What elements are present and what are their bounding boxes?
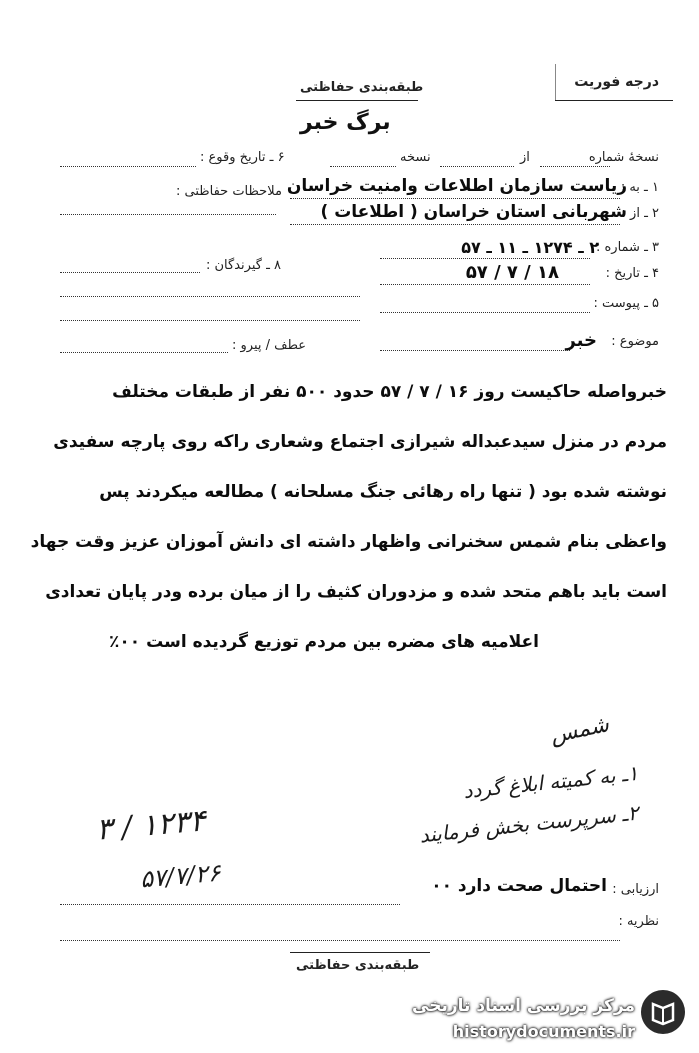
to-value: ریاست سازمان اطلاعات وامنیت خراسان — [286, 176, 627, 196]
opinion-dots — [60, 940, 620, 941]
of-dots — [440, 166, 514, 167]
body-line-1: خبرواصله حاکیست روز ۱۶ / ۷ / ۵۷ حدود ۵۰۰ نفر از طبقات مختلف — [112, 382, 667, 402]
copy-no-dots — [540, 166, 610, 167]
from-dots — [290, 224, 620, 225]
date-value: ۱۸ / ۷ / ۵۷ — [465, 262, 559, 283]
reference-dots — [60, 352, 228, 353]
classification-top-underline — [296, 100, 418, 101]
copy-no-label: نسخهٔ شماره — [588, 150, 659, 165]
subject-value: خبر — [565, 330, 597, 351]
attachment-dots-2 — [60, 320, 360, 321]
date-dots — [380, 284, 590, 285]
body-line-3: نوشته شده بود ( تنها راه رهائی جنگ مسلحانه ) مطالعه میکردند پس — [99, 482, 667, 502]
security-notes-dots — [60, 214, 276, 215]
footer-rule — [290, 952, 430, 953]
security-notes-label: ملاحظات حفاظتی : — [176, 184, 282, 199]
urgency-box-line — [555, 100, 673, 101]
watermark-site-name: مرکز بررسی اسناد تاریخی — [412, 996, 635, 1016]
occurrence-date-dots — [60, 166, 196, 167]
date-label: ۴ ـ تاریخ : — [605, 266, 659, 281]
body-line-2: مردم در منزل سیدعبداله شیرازی اجتماع وشعاری راکه روی پارچه سفیدی — [53, 432, 667, 452]
body-line-6: اعلامیه های مضره بین مردم توزیع گردیده است ۰۰٪ — [109, 632, 539, 652]
evaluation-value: احتمال صحت دارد ۰۰ — [431, 876, 607, 896]
of-label: از — [520, 150, 530, 165]
recipients-dots-2 — [60, 296, 360, 297]
urgency-box-left — [555, 64, 556, 100]
copy-dots — [330, 166, 396, 167]
evaluation-label: ارزیابی : — [612, 882, 659, 897]
watermark-site-url: historydocuments.ir — [452, 1022, 635, 1041]
classification-bottom: طبقه‌بندی حفاظتی — [296, 958, 420, 973]
body-line-4: واعظی بنام شمس سخنرانی واظهار داشته ای دانش آموزان عزیز وقت جهاد — [30, 532, 667, 552]
classification-top: طبقه‌بندی حفاظتی — [300, 80, 424, 95]
urgency-label: درجه فوریت — [574, 74, 659, 90]
body-line-5: است باید باهم متحد شده و مزدوران کثیف را از میان برده ودر پایان تعدادی — [45, 582, 667, 602]
to-dots — [290, 198, 620, 199]
note-line-2: ۲ـ سرپرست بخش فرمایند — [418, 800, 640, 848]
signature: شمس — [548, 712, 612, 749]
page-title: برگ خبر — [300, 110, 391, 135]
from-label: ۲ ـ از : — [621, 206, 659, 221]
number-value: ۲ ـ ۱۲۷۴ ـ ۱۱ ـ ۵۷ — [461, 238, 599, 257]
book-icon — [641, 990, 685, 1034]
from-value: شهربانی استان خراسان ( اطلاعات ) — [320, 202, 627, 222]
attachment-dots — [380, 312, 590, 313]
number-dots — [380, 258, 590, 259]
reference-label: عطف / پیرو : — [232, 338, 307, 353]
subject-label: موضوع : — [611, 334, 659, 349]
file-number: ۳ / ۱۲۳۴ — [94, 803, 208, 848]
attachment-label: ۵ ـ پیوست : — [593, 296, 659, 311]
evaluation-dots — [60, 904, 400, 905]
watermark-logo-icon — [641, 990, 685, 1034]
copy-label: نسخه — [400, 150, 431, 165]
opinion-label: نظریه : — [618, 914, 659, 929]
number-label: ۳ ـ شماره : — [595, 240, 659, 255]
note-line-1: ۱ـ به کمیته ابلاغ گردد — [462, 760, 640, 804]
recipients-dots-1 — [60, 272, 200, 273]
to-label: ۱ ـ به : — [620, 180, 659, 195]
recipients-label: ۸ ـ گیرندگان : — [206, 258, 281, 273]
subject-dots — [380, 350, 570, 351]
file-date: ۵۷/۷/۲۶ — [138, 858, 222, 894]
occurrence-date-label: ۶ ـ تاریخ وقوع : — [200, 150, 285, 165]
